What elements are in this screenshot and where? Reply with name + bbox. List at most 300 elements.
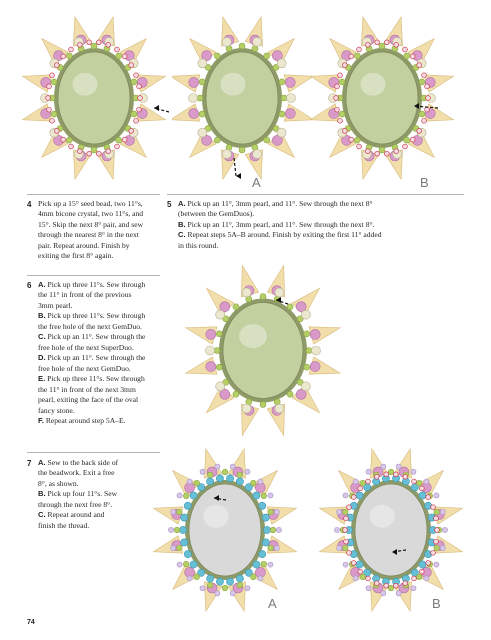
lavender-bead-icon	[268, 493, 273, 498]
red-thread-bead-icon	[419, 569, 424, 574]
green-bead-icon	[91, 43, 97, 49]
stone-highlight-icon	[360, 73, 385, 96]
text-line: 3mm pearl.	[38, 300, 73, 310]
text-line: the beadwork. Exit a free	[38, 468, 115, 478]
red-thread-bead-icon	[347, 550, 352, 555]
red-thread-bead-icon	[403, 474, 408, 479]
green-bead-icon	[339, 111, 345, 117]
lavender-bead-icon	[411, 586, 416, 591]
red-thread-bead-icon	[410, 137, 415, 142]
lavender-bead-icon	[168, 527, 173, 532]
step-number: 6	[27, 281, 32, 290]
red-thread-bead-icon	[47, 84, 52, 89]
green-bead-icon	[183, 493, 189, 499]
blue-bead-icon	[216, 578, 223, 585]
red-thread-bead-icon	[403, 47, 408, 52]
figure-step7a	[140, 430, 310, 630]
lavender-bead-icon	[171, 545, 176, 550]
red-thread-bead-icon	[129, 63, 134, 68]
green-bead-icon	[261, 561, 267, 567]
red-thread-bead-icon	[374, 474, 379, 479]
green-bead-icon	[216, 331, 222, 337]
red-thread-bead-icon	[342, 129, 347, 134]
figure-label-5a: A	[252, 175, 261, 190]
red-thread-bead-icon	[115, 144, 120, 149]
substep-letter: F.	[38, 416, 44, 426]
lavender-bead-icon	[334, 527, 339, 532]
red-thread-bead-icon	[137, 84, 142, 89]
red-thread-bead-icon	[87, 40, 92, 45]
red-thread-bead-icon	[106, 42, 111, 47]
text-line: the free hole of the next GemDuo.	[38, 321, 142, 331]
green-bead-icon	[116, 137, 122, 143]
substep-text: Repeat around and	[47, 510, 105, 520]
red-thread-bead-icon	[403, 581, 408, 586]
figure-step5b	[302, 8, 462, 188]
red-thread-bead-icon	[375, 40, 380, 45]
green-bead-icon	[207, 472, 213, 478]
red-thread-bead-icon	[417, 129, 422, 134]
lavender-bead-icon	[230, 464, 235, 469]
green-bead-icon	[304, 331, 310, 337]
rule-top-left	[27, 194, 160, 195]
green-bead-icon	[279, 79, 285, 85]
green-bead-icon	[419, 111, 425, 117]
lavender-bead-icon	[434, 562, 439, 567]
substep-text: Pick up an 11°, 3mm pearl, and 11°. Sew through the next 8°	[187, 199, 373, 208]
rule-step6	[27, 275, 160, 276]
step-text	[38, 280, 162, 427]
blue-bead-icon	[262, 514, 269, 521]
red-thread-bead-icon	[106, 149, 111, 154]
green-bead-icon	[434, 509, 440, 515]
substep-text: Pick up three 11°s. Sew through	[47, 280, 146, 289]
page-number: 74	[27, 619, 35, 626]
red-thread-bead-icon	[347, 505, 352, 510]
step-5	[167, 199, 467, 251]
green-bead-icon	[281, 95, 287, 101]
pearl-icon	[301, 310, 310, 319]
text-line: 8°, as shown.	[38, 478, 79, 488]
green-bead-icon	[66, 53, 72, 59]
green-bead-icon	[261, 493, 267, 499]
substep-text: Pick up an 11°. Sew through the	[47, 353, 146, 363]
step-text	[178, 199, 467, 251]
figure-step6	[168, 248, 358, 453]
lavender-bead-icon	[337, 545, 342, 550]
green-bead-icon	[379, 147, 385, 153]
green-bead-icon	[306, 348, 312, 354]
figure-label-5b: B	[420, 175, 429, 190]
green-bead-icon	[360, 574, 366, 580]
blue-bead-icon	[179, 526, 186, 533]
red-thread-bead-icon	[69, 144, 74, 149]
red-thread-bead-icon	[351, 495, 356, 500]
pearl-icon	[277, 59, 286, 68]
red-thread-bead-icon	[394, 149, 399, 154]
pearl-icon	[198, 59, 207, 68]
green-bead-icon	[268, 509, 274, 515]
text-line	[38, 332, 162, 342]
substep-letter: A.	[38, 458, 46, 467]
text-line: free hole of the next GemDuo.	[38, 363, 131, 373]
red-thread-bead-icon	[419, 486, 424, 491]
text-line: exiting the first 8° again.	[38, 251, 114, 261]
lavender-bead-icon	[258, 479, 263, 484]
lavender-bead-icon	[230, 591, 235, 596]
substep-text: Pick up an 11°, 3mm pearl, and 11°. Sew through the next 8°.	[187, 219, 375, 229]
lavender-bead-icon	[396, 464, 401, 469]
green-bead-icon	[339, 79, 345, 85]
blue-bead-icon	[419, 561, 426, 568]
pink-drop-bead-icon	[285, 77, 295, 87]
red-thread-bead-icon	[422, 73, 427, 78]
blue-bead-icon	[263, 526, 270, 533]
lavender-bead-icon	[245, 586, 250, 591]
green-bead-icon	[199, 79, 205, 85]
lavender-bead-icon	[177, 493, 182, 498]
red-thread-bead-icon	[96, 40, 101, 45]
pearl-icon	[301, 382, 310, 391]
pink-drop-bead-icon	[285, 109, 295, 119]
red-thread-bead-icon	[384, 151, 389, 156]
green-bead-icon	[51, 111, 57, 117]
substep-letter: D.	[38, 353, 46, 363]
red-thread-bead-icon	[435, 528, 440, 533]
green-bead-icon	[239, 147, 245, 153]
text-line	[38, 458, 147, 468]
text-line	[38, 311, 162, 321]
step-text	[38, 458, 147, 531]
pearl-icon	[275, 404, 284, 413]
green-bead-icon	[233, 391, 239, 397]
pearl-icon	[275, 288, 284, 297]
lavender-bead-icon	[187, 479, 192, 484]
lavender-bead-icon	[258, 576, 263, 581]
text-line: in this round.	[178, 240, 219, 250]
pearl-icon	[206, 346, 215, 355]
red-thread-bead-icon	[374, 581, 379, 586]
lavender-bead-icon	[343, 493, 348, 498]
red-thread-bead-icon	[334, 96, 339, 101]
pearl-icon	[242, 288, 251, 297]
text-line: 4mm bicone crystal, two 11°s, and	[38, 209, 144, 219]
blue-bead-icon	[226, 578, 233, 585]
red-thread-bead-icon	[417, 63, 422, 68]
red-thread-bead-icon	[115, 47, 120, 52]
text-line	[178, 199, 467, 209]
green-bead-icon	[194, 480, 200, 486]
red-thread-bead-icon	[358, 486, 363, 491]
text-line	[38, 489, 147, 499]
red-thread-bead-icon	[50, 73, 55, 78]
step-number: 5	[167, 200, 172, 209]
red-thread-bead-icon	[50, 118, 55, 123]
pink-drop-bead-icon	[206, 362, 216, 372]
substep-letter: E.	[38, 374, 46, 384]
lavender-bead-icon	[366, 586, 371, 591]
red-thread-bead-icon	[69, 47, 74, 52]
blue-bead-icon	[259, 551, 266, 558]
lavender-bead-icon	[424, 479, 429, 484]
red-thread-bead-icon	[87, 151, 92, 156]
lavender-bead-icon	[353, 479, 358, 484]
red-thread-bead-icon	[426, 96, 431, 101]
figure-step5a	[172, 8, 312, 188]
green-bead-icon	[214, 53, 220, 59]
green-bead-icon	[287, 391, 293, 397]
substep-letter: B.	[38, 489, 46, 499]
green-bead-icon	[222, 469, 228, 475]
text-line	[178, 220, 467, 230]
fancy-stone-icon	[206, 52, 278, 144]
substep-text: Pick up four 11°s. Sew	[47, 489, 118, 499]
red-thread-bead-icon	[365, 42, 370, 47]
lavender-bead-icon	[274, 545, 279, 550]
red-thread-bead-icon	[335, 107, 340, 112]
step-7	[27, 458, 147, 531]
lavender-bead-icon	[353, 576, 358, 581]
green-bead-icon	[177, 509, 183, 515]
green-bead-icon	[214, 137, 220, 143]
lavender-bead-icon	[440, 545, 445, 550]
green-bead-icon	[116, 53, 122, 59]
text-line: the 11° in front of the previous	[38, 290, 132, 300]
red-thread-bead-icon	[349, 54, 354, 59]
blue-bead-icon	[184, 551, 191, 558]
red-thread-bead-icon	[365, 149, 370, 154]
pearl-icon	[253, 150, 262, 159]
blue-bead-icon	[259, 502, 266, 509]
red-thread-bead-icon	[335, 84, 340, 89]
blue-bead-icon	[356, 561, 363, 568]
red-thread-bead-icon	[366, 576, 371, 581]
red-thread-bead-icon	[342, 63, 347, 68]
green-bead-icon	[379, 43, 385, 49]
red-thread-bead-icon	[422, 118, 427, 123]
green-bead-icon	[388, 585, 394, 591]
blue-bead-icon	[216, 475, 223, 482]
red-thread-bead-icon	[431, 550, 436, 555]
fancy-stone-icon	[189, 484, 261, 576]
text-line: finish the thread.	[38, 520, 90, 530]
text-line	[38, 374, 162, 384]
red-thread-bead-icon	[425, 84, 430, 89]
substep-text: Pick up an 11°. Sew through the	[47, 332, 146, 342]
red-thread-bead-icon	[54, 129, 59, 134]
lavender-bead-icon	[440, 509, 445, 514]
pearl-icon	[189, 94, 198, 103]
fancy-stone-icon	[223, 303, 303, 399]
lavender-bead-icon	[381, 464, 386, 469]
red-thread-bead-icon	[134, 118, 139, 123]
red-thread-bead-icon	[357, 47, 362, 52]
green-bead-icon	[304, 364, 310, 370]
red-thread-bead-icon	[394, 42, 399, 47]
green-bead-icon	[91, 147, 97, 153]
step-4	[27, 199, 162, 262]
pearl-icon	[242, 404, 251, 413]
red-thread-bead-icon	[344, 539, 349, 544]
text-line	[178, 230, 467, 240]
figure-label-7b: B	[432, 596, 441, 611]
green-bead-icon	[416, 574, 422, 580]
text-line: pearl, exiting the face of the oval	[38, 395, 139, 405]
lavender-bead-icon	[366, 469, 371, 474]
pink-drop-bead-icon	[310, 329, 320, 339]
red-thread-bead-icon	[96, 151, 101, 156]
text-line: fancy stone.	[38, 405, 75, 415]
red-thread-bead-icon	[338, 73, 343, 78]
step-text	[38, 199, 162, 262]
red-thread-bead-icon	[434, 539, 439, 544]
lavender-bead-icon	[411, 469, 416, 474]
red-thread-bead-icon	[358, 569, 363, 574]
blue-bead-icon	[226, 475, 233, 482]
rule-top-right	[167, 194, 464, 195]
pearl-icon	[222, 37, 231, 46]
stone-highlight-icon	[220, 73, 245, 96]
red-thread-bead-icon	[431, 505, 436, 510]
stone-highlight-icon	[369, 505, 394, 528]
lavender-bead-icon	[381, 591, 386, 596]
green-bead-icon	[264, 137, 270, 143]
green-bead-icon	[66, 137, 72, 143]
red-thread-bead-icon	[122, 137, 127, 142]
green-bead-icon	[279, 111, 285, 117]
lavender-bead-icon	[268, 562, 273, 567]
substep-text: Repeat around step 5A–E.	[45, 416, 126, 426]
text-line	[38, 353, 162, 363]
blue-bead-icon	[207, 575, 214, 582]
lavender-bead-icon	[274, 509, 279, 514]
green-bead-icon	[360, 480, 366, 486]
blue-bead-icon	[356, 492, 363, 499]
lavender-bead-icon	[187, 576, 192, 581]
pink-drop-bead-icon	[189, 109, 199, 119]
red-thread-bead-icon	[384, 472, 389, 477]
text-line: Pick up a 15° seed bead, two 11°s,	[38, 199, 143, 208]
blue-bead-icon	[184, 502, 191, 509]
blue-bead-icon	[253, 492, 260, 499]
blue-bead-icon	[207, 478, 214, 485]
red-thread-bead-icon	[426, 495, 431, 500]
stone-highlight-icon	[203, 505, 228, 528]
stone-highlight-icon	[72, 73, 97, 96]
fancy-stone-icon	[58, 52, 130, 144]
text-line: through the next free 8°.	[38, 499, 113, 509]
green-bead-icon	[174, 527, 180, 533]
green-bead-icon	[233, 304, 239, 310]
green-bead-icon	[194, 574, 200, 580]
red-thread-bead-icon	[338, 118, 343, 123]
pearl-icon	[277, 128, 286, 137]
red-thread-bead-icon	[77, 149, 82, 154]
green-bead-icon	[287, 304, 293, 310]
step-number: 4	[27, 200, 32, 209]
lavender-bead-icon	[396, 591, 401, 596]
red-thread-bead-icon	[344, 516, 349, 521]
fancy-stone-icon	[346, 52, 418, 144]
green-bead-icon	[207, 582, 213, 588]
green-bead-icon	[183, 561, 189, 567]
pearl-icon	[253, 37, 262, 46]
substep-letter: C.	[178, 230, 186, 240]
red-thread-bead-icon	[134, 73, 139, 78]
pearl-icon	[312, 346, 321, 355]
red-thread-bead-icon	[426, 561, 431, 566]
green-bead-icon	[237, 582, 243, 588]
red-thread-bead-icon	[393, 472, 398, 477]
text-line	[38, 510, 147, 520]
green-bead-icon	[250, 574, 256, 580]
blue-bead-icon	[190, 492, 197, 499]
step-6	[27, 280, 162, 427]
green-bead-icon	[214, 348, 220, 354]
green-bead-icon	[260, 402, 266, 408]
blue-bead-icon	[181, 514, 188, 521]
green-bead-icon	[268, 545, 274, 551]
red-thread-bead-icon	[122, 54, 127, 59]
lavender-bead-icon	[177, 562, 182, 567]
green-bead-icon	[343, 545, 349, 551]
red-thread-bead-icon	[349, 137, 354, 142]
figure-step4	[14, 8, 174, 188]
pink-drop-bead-icon	[310, 362, 320, 372]
text-line	[38, 416, 162, 426]
lavender-bead-icon	[434, 493, 439, 498]
lavender-bead-icon	[276, 527, 281, 532]
red-thread-bead-icon	[138, 96, 143, 101]
step-number: 7	[27, 459, 32, 468]
lavender-bead-icon	[200, 586, 205, 591]
red-thread-bead-icon	[403, 144, 408, 149]
red-thread-bead-icon	[384, 583, 389, 588]
green-bead-icon	[131, 111, 137, 117]
green-bead-icon	[416, 480, 422, 486]
text-line: pair. Repeat around. Finish by	[38, 240, 130, 250]
green-bead-icon	[354, 137, 360, 143]
rule-step7	[27, 452, 160, 453]
pearl-icon	[287, 94, 296, 103]
blue-bead-icon	[236, 575, 243, 582]
fancy-stone-icon	[355, 484, 427, 576]
red-thread-bead-icon	[61, 54, 66, 59]
green-bead-icon	[419, 79, 425, 85]
red-thread-bead-icon	[343, 528, 348, 533]
blue-bead-icon	[236, 478, 243, 485]
red-thread-bead-icon	[375, 151, 380, 156]
green-bead-icon	[404, 53, 410, 59]
red-thread-bead-icon	[410, 54, 415, 59]
text-line: through the nearest 8° in the next	[38, 230, 139, 240]
red-thread-bead-icon	[54, 63, 59, 68]
green-bead-icon	[239, 43, 245, 49]
blue-bead-icon	[190, 561, 197, 568]
substep-text: Sew to the back side of	[47, 458, 119, 467]
substep-text: Pick up three 11°s. Sew through	[47, 311, 146, 321]
lavender-bead-icon	[171, 509, 176, 514]
stone-highlight-icon	[239, 324, 267, 348]
blue-bead-icon	[253, 561, 260, 568]
pearl-icon	[222, 150, 231, 159]
pearl-icon	[198, 128, 207, 137]
lavender-bead-icon	[215, 591, 220, 596]
green-bead-icon	[264, 53, 270, 59]
lavender-bead-icon	[200, 469, 205, 474]
blue-bead-icon	[419, 492, 426, 499]
green-bead-icon	[197, 95, 203, 101]
